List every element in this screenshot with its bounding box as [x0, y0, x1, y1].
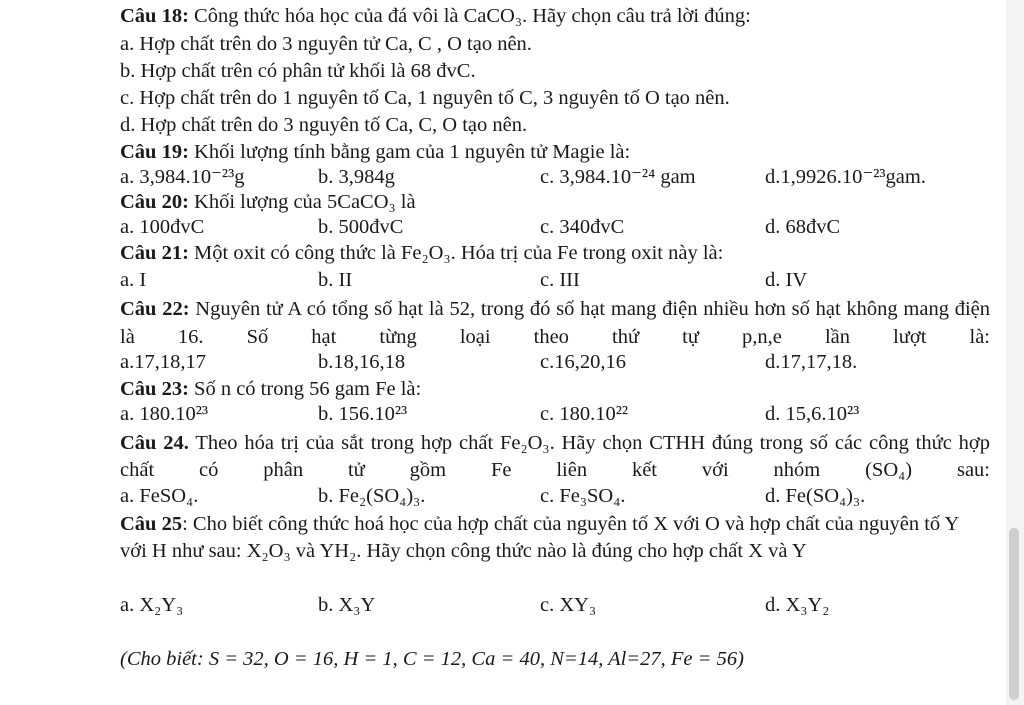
option-b: b. Hợp chất trên có phân tử khối là 68 đvC.	[120, 60, 476, 82]
option-b: b. 3,984g	[318, 166, 395, 188]
question-number: Câu 19:	[120, 141, 189, 163]
option-c: c. 3,984.10⁻²⁴ gam	[540, 166, 696, 188]
question-stem: Công thức hóa học của đá vôi là CaCO₃. Hãy chọn câu trả lời đúng:	[188, 5, 751, 27]
question-22	[120, 295, 990, 351]
question-18	[120, 4, 751, 28]
option-c: c. 340đvC	[540, 216, 625, 238]
option-b: b. II	[318, 269, 353, 291]
option-d: d.1,9926.10⁻²³gam.	[765, 166, 926, 188]
option-c: c. III	[540, 269, 580, 291]
option-a: a. X₂Y₃	[120, 594, 184, 616]
option-d: d.17,17,18.	[765, 351, 858, 373]
question-stem: Khối lượng của 5CaCO₃ là	[188, 191, 416, 213]
scrollbar-thumb[interactable]	[1009, 528, 1019, 700]
option-d: d. X₃Y₂	[765, 594, 830, 616]
option-c: c. Fe₃SO₄.	[540, 485, 626, 507]
option-b: b.18,16,18	[318, 351, 406, 373]
option-c: c. Hợp chất trên do 1 nguyên tố Ca, 1 nguyên tố C, 3 nguyên tố O tạo nên.	[120, 87, 730, 109]
option-b: b. X₃Y	[318, 594, 376, 616]
question-stem: Nguyên tử A có tổng số hạt là 52, trong đó số hạt mang điện nhiều hơn số hạt không mang điện là 16. Số hạt từng loại theo thứ tự p,n,e lần lượt là:	[120, 298, 990, 348]
question-number: Câu 22:	[120, 298, 190, 320]
option-a: a. Hợp chất trên do 3 nguyên tử Ca, C , O tạo nên.	[120, 33, 532, 55]
option-a: a. FeSO₄.	[120, 485, 199, 507]
question-23	[120, 377, 421, 401]
question-number: Câu 25	[120, 513, 183, 535]
question-stem: Khối lượng tính bằng gam của 1 nguyên tử Magie là:	[188, 141, 631, 163]
question-number: Câu 21:	[120, 242, 189, 264]
option-d: d. 68đvC	[765, 216, 841, 238]
option-c: c.16,20,16	[540, 351, 626, 373]
question-stem: Số n có trong 56 gam Fe là:	[188, 378, 422, 400]
question-24	[120, 430, 990, 484]
option-b: b. Fe₂(SO₄)₃.	[318, 485, 426, 507]
question-25	[120, 511, 982, 565]
question-stem: : Cho biết công thức hoá học của hợp chất của nguyên tố X với O và hợp chất của nguyên tố Y với H như sau: X₂O₃ và YH₂. Hãy chọn công thức nào là đúng cho hợp chất X và Y	[120, 513, 959, 562]
question-stem: Một oxit có công thức là Fe₂O₃. Hóa trị của Fe trong oxit này là:	[188, 242, 724, 264]
question-19	[120, 140, 630, 164]
option-c: c. XY₃	[540, 594, 597, 616]
option-a: a. 100đvC	[120, 216, 205, 238]
option-d: d. 15,6.10²³	[765, 403, 860, 425]
question-20	[120, 190, 416, 214]
question-21	[120, 241, 723, 265]
question-number: Câu 20:	[120, 191, 189, 213]
question-number: Câu 18:	[120, 5, 189, 27]
option-a: a. 3,984.10⁻²³g	[120, 166, 245, 188]
question-stem: Theo hóa trị của sắt trong hợp chất Fe₂O₃. Hãy chọn CTHH đúng trong số các công thức hợp chất có phân tử gồm Fe liên kết với nhóm (SO₄) sau:	[120, 432, 990, 481]
option-d: d. Hợp chất trên do 3 nguyên tố Ca, C, O tạo nên.	[120, 114, 528, 136]
option-a: a. 180.10²³	[120, 403, 209, 425]
option-b: b. 156.10²³	[318, 403, 408, 425]
option-d: d. Fe(SO₄)₃.	[765, 485, 866, 507]
given-atomic-masses: (Cho biết: S = 32, O = 16, H = 1, C = 12, Ca = 40, N=14, Al=27, Fe = 56)	[120, 648, 744, 670]
question-number: Câu 24.	[120, 432, 189, 454]
option-a: a. I	[120, 269, 147, 291]
option-a: a.17,18,17	[120, 351, 206, 373]
option-d: d. IV	[765, 269, 808, 291]
option-b: b. 500đvC	[318, 216, 404, 238]
question-number: Câu 23:	[120, 378, 189, 400]
option-c: c. 180.10²²	[540, 403, 629, 425]
